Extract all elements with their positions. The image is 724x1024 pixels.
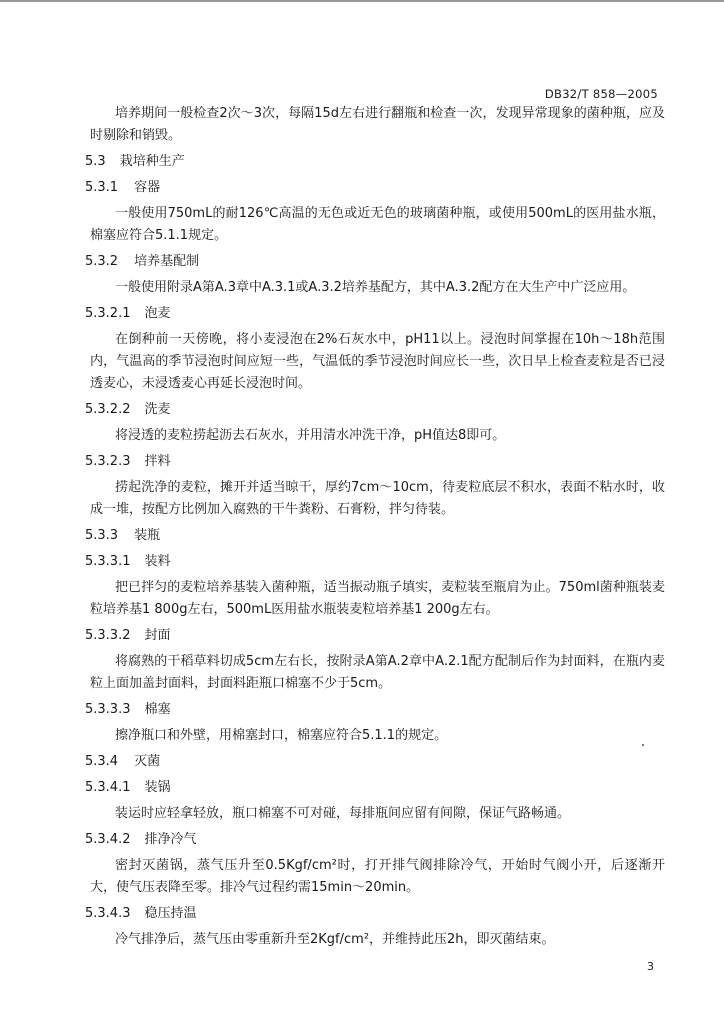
paragraph: 一般使用附录A第A.3章中A.3.1或A.3.2培养基配方，其中A.3.2配方在大生产中广泛应用。 (115, 280, 636, 295)
section-number: 5.3.3.2 (85, 628, 131, 643)
section-number: 5.3.2.2 (85, 402, 131, 417)
paragraph: 捞起洗净的麦粒，摊开并适当晾干，厚约7cm～10cm，待麦粒底层不积水，表面不粘水时，收成一堆，按配方比例加入腐熟的干牛粪粉、石膏粉，拌匀待装。 (90, 480, 665, 517)
section-title: 棉塞 (144, 702, 171, 717)
section-number: 5.3.2.1 (85, 306, 131, 321)
section-number: 5.3.3.3 (85, 702, 131, 717)
section-heading (85, 699, 665, 721)
section-title: 排净冷气 (144, 832, 197, 847)
section-number: 5.3.2 (85, 254, 119, 269)
section-title: 装锅 (144, 780, 171, 795)
section-heading (85, 177, 665, 199)
top-edge-rule (0, 0, 724, 2)
section-title: 泡麦 (144, 306, 171, 321)
section-title: 拌料 (144, 454, 171, 469)
section-title: 栽培种生产 (119, 154, 185, 169)
section-number: 5.3 (85, 154, 106, 169)
section-number: 5.3.3 (85, 528, 119, 543)
section-heading (85, 525, 665, 547)
section-heading (85, 251, 665, 273)
section-title: 容器 (134, 180, 161, 195)
section-title: 洗麦 (144, 402, 171, 417)
section-number: 5.3.4.1 (85, 780, 131, 795)
paragraph: 装运时应轻拿轻放，瓶口棉塞不可对碰，每排瓶间应留有间隙，保证气路畅通。 (115, 806, 571, 821)
section-title: 稳压持温 (144, 906, 197, 921)
section-heading (85, 551, 665, 573)
paragraph: 将浸透的麦粒捞起沥去石灰水，并用清水冲洗干净，pH值达8即可。 (115, 428, 506, 443)
section-number: 5.3.4 (85, 754, 119, 769)
section-heading (85, 777, 665, 799)
paragraph: 在倒种前一天傍晚，将小麦浸泡在2%石灰水中，pH11以上。浸泡时间掌握在10h～18h范围内，气温高的季节浸泡时间应短一些，气温低的季节浸泡时间应长一些，次日早上检查麦粒是否已浸透麦心，未浸透麦心再延长浸泡时间。 (90, 332, 665, 391)
section-heading (85, 303, 665, 325)
section-heading (85, 829, 665, 851)
section-heading (85, 903, 665, 925)
section-number: 5.3.4.3 (85, 906, 131, 921)
section-title: 装料 (144, 554, 171, 569)
paragraph: 密封灭菌锅，蒸气压升至0.5Kgf/cm²时，打开排气阀排除冷气，开始时气阀小开，后逐渐开大，使气压表降至零。排冷气过程约需15min～20min。 (90, 858, 665, 895)
paragraph: 培养期间一般检查2次～3次，每隔15d左右进行翻瓶和检查一次，发现异常现象的菌种瓶，应及时剔除和销毁。 (90, 106, 665, 143)
section-number: 5.3.4.2 (85, 832, 131, 847)
section-heading (85, 625, 665, 647)
section-title: 灭菌 (134, 754, 161, 769)
section-heading (85, 451, 665, 473)
paragraph: 一般使用750mL的耐126℃高温的无色或近无色的玻璃菌种瓶，或使用500mL的医用盐水瓶，棉塞应符合5.1.1规定。 (90, 206, 665, 243)
section-number: 5.3.2.3 (85, 454, 131, 469)
section-number: 5.3.3.1 (85, 554, 131, 569)
section-heading (85, 751, 665, 773)
section-heading (85, 151, 665, 173)
section-title: 培养基配制 (134, 254, 200, 269)
paragraph: 将腐熟的干稻草料切成5cm左右长，按附录A第A.2章中A.2.1配方配制后作为封面料，在瓶内麦粒上面加盖封面料，封面料距瓶口棉塞不少于5cm。 (90, 654, 665, 691)
document-body (85, 103, 665, 951)
standard-code: DB32/T 858—2005 (544, 87, 658, 101)
paragraph: 冷气排净后，蒸气压由零重新升至2Kgf/cm²，并维持此压2h，即灭菌结束。 (115, 932, 555, 947)
section-title: 封面 (144, 628, 171, 643)
section-number: 5.3.1 (85, 180, 119, 195)
section-heading (85, 399, 665, 421)
paragraph: 把已拌匀的麦粒培养基装入菌种瓶，适当振动瓶子填实，麦粒装至瓶肩为止。750ml菌种瓶装麦粒培养基1 800g左右，500mL医用盐水瓶装麦粒培养基1 200g左右。 (90, 580, 665, 617)
page-number: 3 (647, 960, 654, 973)
scan-speck (642, 744, 644, 746)
paragraph: 擦净瓶口和外壁，用棉塞封口，棉塞应符合5.1.1的规定。 (115, 728, 448, 743)
section-title: 装瓶 (134, 528, 161, 543)
